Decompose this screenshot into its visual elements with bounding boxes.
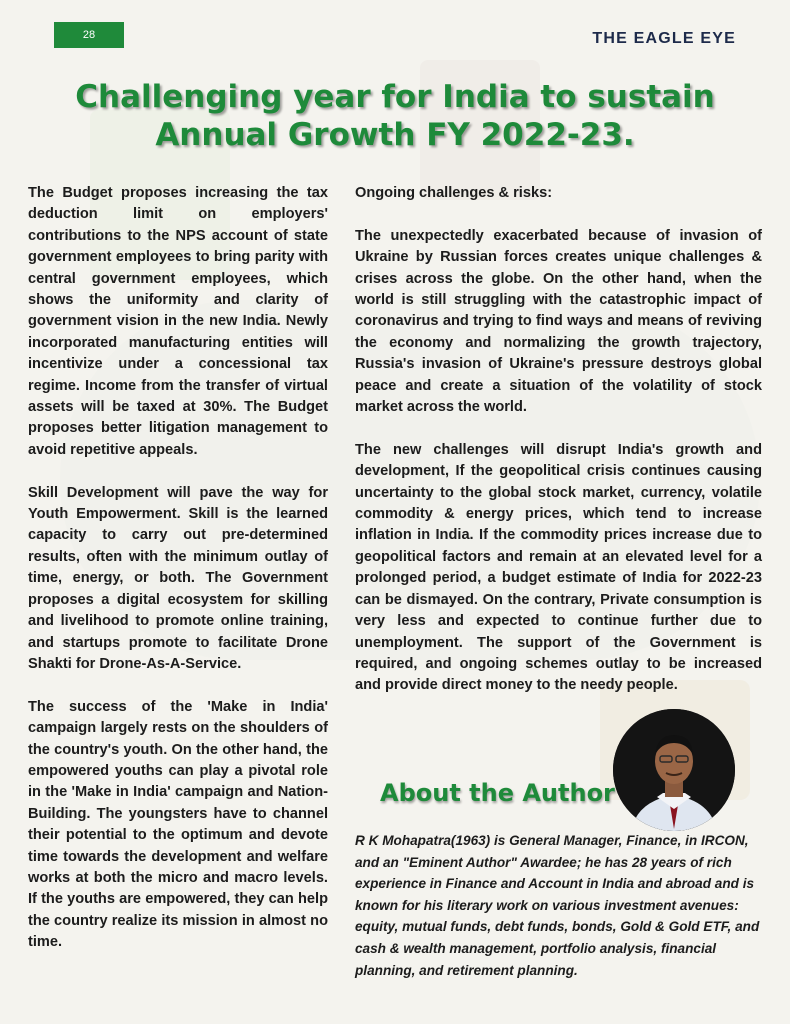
paragraph: The Budget proposes increasing the tax deduction limit on employers' contributions to the NPS account of state government employees to bring parity with central government employees, which shows the uniformity and clarity of government vision in the new India. Newly incorporated manufacturing entities will incentivize under a concessional tax regime. Income from the transfer of virtual assets will be taxed at 30%. The Budget proposes better litigation management to avoid repetitive appeals.: [28, 185, 328, 458]
section-label: Ongoing challenges & risks:: [355, 185, 553, 201]
author-photo: [613, 709, 735, 831]
paragraph: The unexpectedly exacerbated because of invasion of Ukraine by Russian forces creates unique challenges & crises across the globe. On the other hand, when the world is still struggling with the catastrophic impact of coronavirus and trying to find ways and means of reviving the economy and normalizing the growth trajectory, Russia's invasion of Ukraine's pressure destroys global peace and create a situation of the volatility of stock market across the world.: [355, 227, 762, 416]
title-line-1: Challenging year for India to sustain: [75, 79, 715, 115]
article-title: [30, 78, 760, 154]
right-column: [355, 183, 762, 718]
paragraph: The new challenges will disrupt India's growth and development, If the geopolitical crisis continues causing uncertainty to the global stock market, currency, volatile commodity & energy prices, which tend to increase inflation in India. If the commodity prices increase due to geopolitical factors and remain at an elevated level for a prolonged period, a budget estimate of India for 2022-23 can be dismayed. On the contrary, Private consumption is very less and expected to continue further due to unemployment. The support of the Government is required, and ongoing schemes outlay to be increased and provide direct money to the needy people.: [355, 441, 762, 694]
magazine-brand: THE EAGLE EYE: [592, 30, 736, 47]
author-bio: R K Mohapatra(1963) is General Manager, Finance, in IRCON, and an "Eminent Author" Awardee; he has 28 years of rich experience in Finance and Account in India and abroad and is known for his literary work on various investment avenues: equity, mutual funds, debt funds, bonds, Gold & Gold ETF, and cash & wealth management, portfolio analysis, financial planning, and retirement planning.: [355, 833, 760, 978]
paragraph: The success of the 'Make in India' campaign largely rests on the shoulders of the country's youth. On the other hand, the empowered youths can play a pivotal role in the 'Make in India' campaign and Nation-Building. The youngsters have to channel their potential to the optimum and devote time towards the development and welfare works at both the micro and macro levels. If the youths are empowered, they can help the country realize its mission in almost no time.: [28, 698, 328, 951]
paragraph: Skill Development will pave the way for Youth Empowerment. Skill is the learned capacity to carry out pre-determined results, often with the minimum outlay of time, energy, or both. The Government proposes a digital ecosystem for skilling and livelihood to promote online training, and startups promote to facilitate Drone Shakti for Drone-As-A-Service.: [28, 484, 328, 672]
left-column: [28, 183, 328, 975]
page-number-badge: 28: [54, 22, 124, 48]
about-author-heading: About the Author: [380, 779, 615, 807]
author-portrait-icon: [613, 709, 735, 831]
title-line-2: Annual Growth FY 2022-23.: [155, 117, 635, 153]
